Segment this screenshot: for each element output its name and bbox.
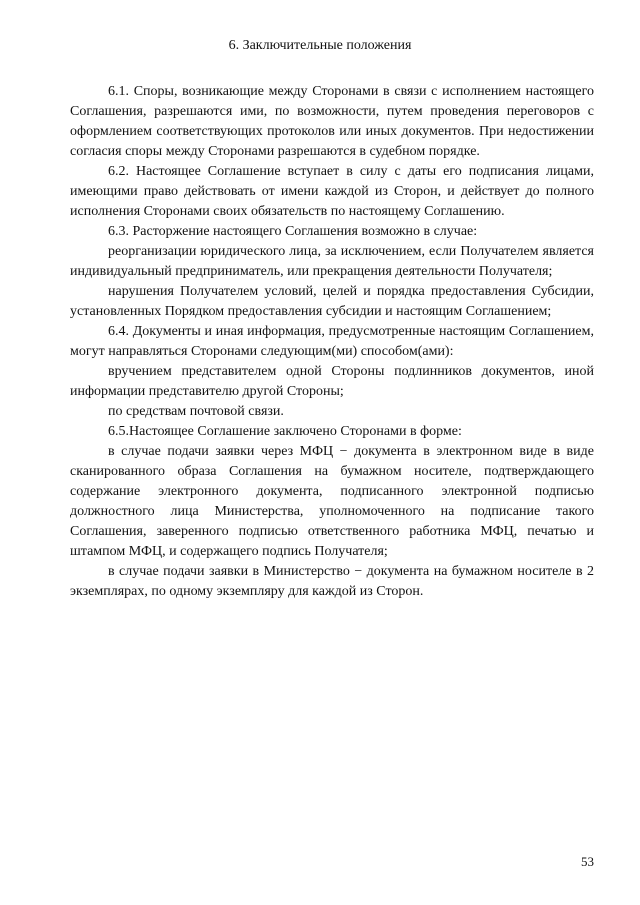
section-heading: 6. Заключительные положения: [228, 38, 412, 53]
paragraph-6-5-item-mfc: в случае подачи заявки через МФЦ − документа в электронном виде в виде сканированного образа Соглашения на бумажном носителе, подтверждающего содержание электронного документа, подписанного электронной подписью должностного лица Министерства, уполномоченного на подписание такого Соглашения, заверенного подписью ответственного работника МФЦ, печатью и штампом МФЦ, и содержащего подпись Получателя;: [70, 444, 594, 559]
paragraph-6-3-item-violation: нарушения Получателем условий, целей и порядка предоставления Субсидии, установленных Порядком предоставления субсидии и настоящим Соглашением;: [70, 284, 594, 319]
paragraph-6-4-item-delivery: вручением представителем одной Стороны подлинников документов, иной информации представителю другой Стороны;: [70, 364, 594, 399]
section-body: [70, 82, 594, 602]
paragraph-6-4: 6.4. Документы и иная информация, предусмотренные настоящим Соглашением, могут направляться Сторонами следующим(ми) способом(ами):: [70, 324, 594, 359]
paragraph-6-4-item-postal: по средствам почтовой связи.: [108, 404, 284, 419]
paragraph-6-2: 6.2. Настоящее Соглашение вступает в силу с даты его подписания лицами, имеющими право действовать от имени каждой из Сторон, и действует до полного исполнения Сторонами своих обязательств по настоящему Соглашению.: [70, 164, 594, 219]
paragraph-6-1: 6.1. Споры, возникающие между Сторонами в связи с исполнением настоящего Соглашения, разрешаются ими, по возможности, путем проведения переговоров с оформлением соответствующих протоколов или иных документов. При недостижении согласия споры между Сторонами разрешаются в судебном порядке.: [70, 84, 594, 159]
page-number: 53: [581, 854, 594, 869]
paragraph-6-5-item-ministry: в случае подачи заявки в Министерство − документа на бумажном носителе в 2 экземплярах, по одному экземпляру для каждой из Сторон.: [70, 564, 594, 599]
paragraph-6-5: 6.5.Настоящее Соглашение заключено Сторонами в форме:: [108, 424, 462, 439]
paragraph-6-3: 6.3. Расторжение настоящего Соглашения возможно в случае:: [108, 224, 478, 239]
paragraph-6-3-item-reorganization: реорганизации юридического лица, за исключением, если Получателем является индивидуальный предприниматель, или прекращения деятельности Получателя;: [70, 244, 594, 279]
